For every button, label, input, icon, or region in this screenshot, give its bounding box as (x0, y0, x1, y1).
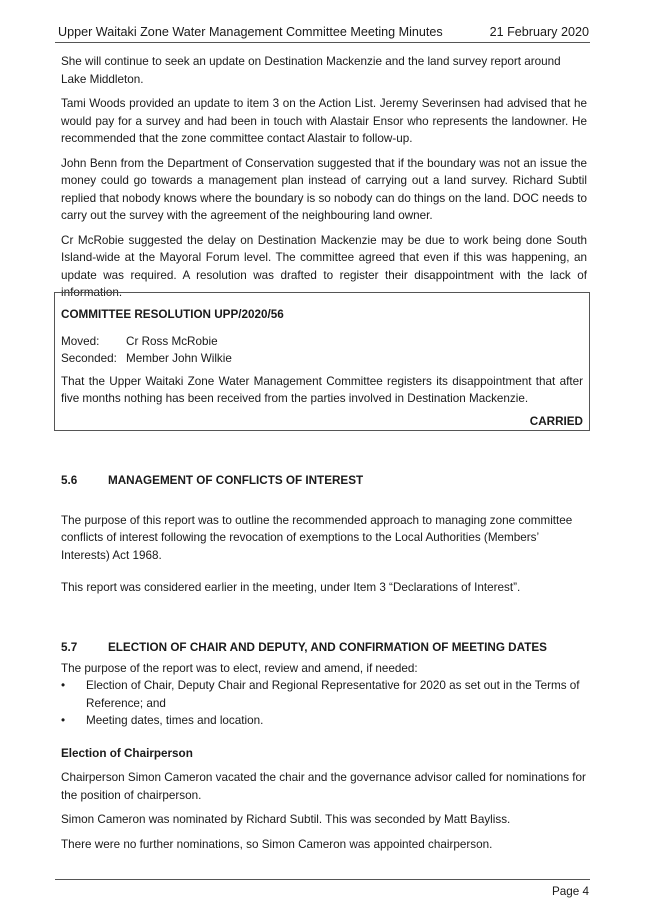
paragraph: Tami Woods provided an update to item 3 on the Action List. Jeremy Severinsen had advised that he would pay for a survey and had been in touch with Alastair Ensor who represents the landowner. He recommended that the zone committee contact Alastair to follow-up. (61, 97, 587, 145)
section-title: ELECTION OF CHAIR AND DEPUTY, AND CONFIRMATION OF MEETING DATES (108, 641, 547, 654)
section-number: 5.6 (61, 474, 78, 487)
section-heading (61, 472, 587, 490)
bullet-list (61, 677, 587, 730)
section-5-6 (61, 472, 587, 597)
committee-resolution-box (54, 292, 590, 431)
paragraph: There were no further nominations, so Simon Cameron was appointed chairperson. (61, 837, 493, 851)
page-header (58, 22, 589, 42)
header-divider (55, 42, 590, 43)
moved-label: Moved: (61, 334, 100, 348)
body-text (61, 53, 587, 309)
paragraph: John Benn from the Department of Conservation suggested that if the boundary was not an issue the money could go towards a management plan instead of carrying out a land survey. Richard Subtil replied that nobody knows where the boundary is so nobody can do things on the land. DOC needs to carry out the survey with the agreement of the neighbouring land owner. (61, 156, 587, 222)
resolution-status: CARRIED (529, 414, 583, 428)
paragraph: Simon Cameron was nominated by Richard Subtil. This was seconded by Matt Bayliss. (61, 813, 511, 826)
paragraph: Chairperson Simon Cameron vacated the chair and the governance advisor called for nominations for the position of chairperson. (61, 771, 586, 802)
bullet-icon: • (61, 714, 66, 727)
seconded-row (61, 350, 583, 368)
moved-value: Cr Ross McRobie (126, 334, 218, 348)
footer-divider (55, 879, 590, 880)
section-title: MANAGEMENT OF CONFLICTS OF INTEREST (108, 474, 364, 487)
seconded-label: Seconded: (61, 352, 117, 365)
list-item-text: Election of Chair, Deputy Chair and Regional Representative for 2020 as set out in the Terms of Reference; and (86, 679, 580, 710)
paragraph: The purpose of the report was to elect, review and amend, if needed: (61, 661, 418, 675)
subheading: Election of Chairperson (61, 746, 193, 760)
paragraph: This report was considered earlier in the meeting, under Item 3 “Declarations of Interest”. (61, 581, 521, 594)
list-item (61, 712, 587, 730)
seconded-value: Member John Wilkie (126, 352, 232, 365)
moved-row (61, 333, 583, 351)
resolution-title: COMMITTEE RESOLUTION UPP/2020/56 (61, 308, 284, 321)
page-number: Page 4 (551, 885, 589, 898)
paragraph: She will continue to seek an update on Destination Mackenzie and the land survey report around Lake Middleton. (61, 55, 561, 86)
header-title: Upper Waitaki Zone Water Management Committee Meeting Minutes (58, 25, 443, 39)
list-item-text: Meeting dates, times and location. (86, 714, 264, 727)
section-5-7 (61, 639, 587, 853)
resolution-text: That the Upper Waitaki Zone Water Management Committee registers its disappointment that after five months nothing has been received from the parties involved in Destination Mackenzie. (61, 374, 583, 405)
paragraph: The purpose of this report was to outline the recommended approach to managing zone committee conflicts of interest following the revocation of exemptions to the Local Authorities (Members’ Interests) Act 1968. (61, 513, 573, 562)
list-item (61, 677, 587, 712)
bullet-icon: • (61, 679, 66, 692)
paragraph: Cr McRobie suggested the delay on Destination Mackenzie may be due to work being done South Island-wide at the Mayoral Forum level. The committee agreed that even if this was happening, an update was required. A resolution was drafted to register their disappointment with the lack of information. (61, 233, 587, 299)
header-date: 21 February 2020 (489, 25, 589, 39)
section-number: 5.7 (61, 641, 78, 654)
section-heading (61, 639, 587, 657)
